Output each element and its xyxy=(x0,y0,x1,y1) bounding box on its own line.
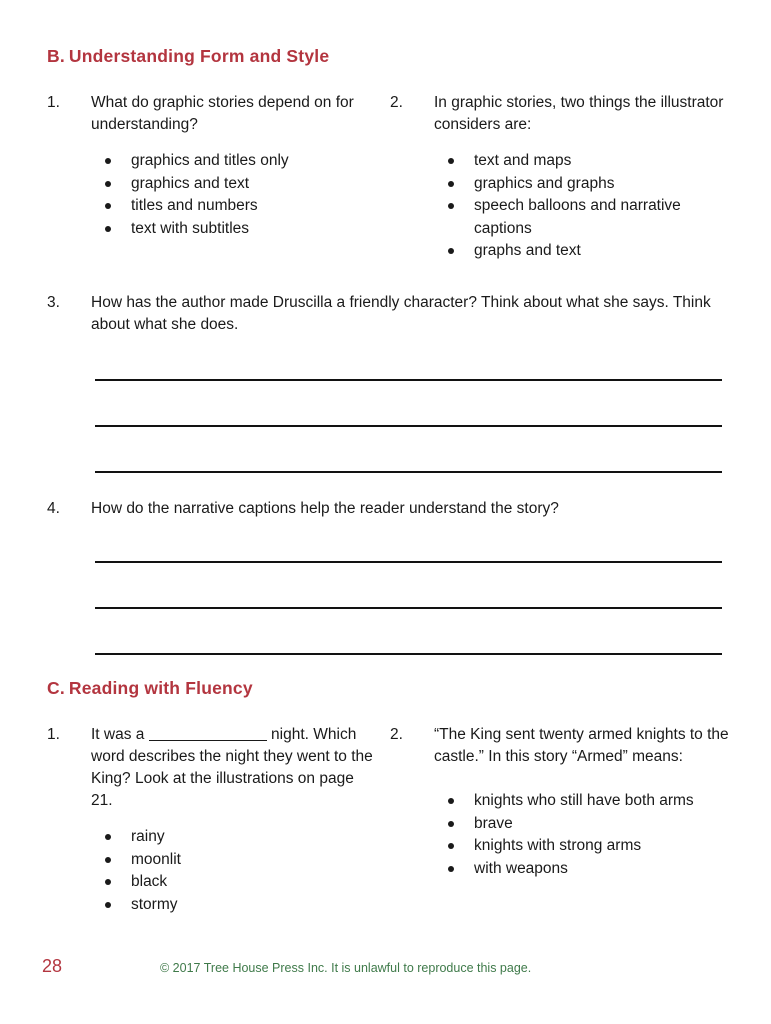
answer-line-b4-2[interactable] xyxy=(95,607,722,609)
section-heading-b xyxy=(47,46,329,67)
answer-line-b3-3[interactable] xyxy=(95,471,722,473)
question-c1-body xyxy=(91,724,377,916)
choice-option[interactable] xyxy=(105,826,377,849)
bullet-icon xyxy=(448,821,454,827)
question-b2-choices xyxy=(434,150,730,263)
choice-option[interactable] xyxy=(105,849,377,872)
choice-label: rainy xyxy=(131,828,165,845)
question-b1 xyxy=(47,92,377,240)
question-b2-body xyxy=(434,92,730,263)
answer-line-b4-3[interactable] xyxy=(95,653,722,655)
bullet-icon xyxy=(105,834,111,840)
choice-option[interactable] xyxy=(105,173,377,196)
question-b2-text: In graphic stories, two things the illustrator considers are: xyxy=(434,94,724,133)
fill-in-blank[interactable] xyxy=(149,740,267,741)
choice-option[interactable] xyxy=(448,813,730,836)
bullet-icon xyxy=(105,902,111,908)
question-b4-body xyxy=(91,498,737,520)
section-title-b: Understanding Form and Style xyxy=(68,46,330,66)
question-c1-text-after: night. Which word describes the night they went to the King? Look at the illustrations on page 21. xyxy=(91,726,373,809)
answer-line-b4-1[interactable] xyxy=(95,561,722,563)
page-number: 28 xyxy=(42,956,63,976)
choice-label: stormy xyxy=(131,895,178,913)
section-title-c: Reading with Fluency xyxy=(68,678,253,698)
question-b1-choices xyxy=(91,150,377,240)
section-letter-b: B. xyxy=(47,46,65,66)
choice-label: knights who still have both arms xyxy=(474,792,694,809)
question-b4-text: How do the narrative captions help the reader understand the story? xyxy=(91,500,559,517)
question-c1-choices xyxy=(91,826,377,916)
question-b3-body xyxy=(91,292,737,336)
choice-label: text with subtitles xyxy=(131,219,250,237)
bullet-icon xyxy=(448,843,454,849)
section-letter-c: C. xyxy=(47,678,65,698)
bullet-icon xyxy=(105,181,111,187)
question-c2-number: 2. xyxy=(390,726,403,743)
question-c2-body xyxy=(434,724,730,880)
question-b2-number: 2. xyxy=(390,94,403,111)
choice-label: black xyxy=(131,873,168,890)
question-c1-number: 1. xyxy=(47,726,60,743)
choice-option[interactable] xyxy=(448,835,730,858)
choice-label: graphs and text xyxy=(474,242,581,259)
question-c2-text: “The King sent twenty armed knights to the castle.” In this story “Armed” means: xyxy=(434,726,729,765)
choice-option[interactable] xyxy=(448,150,730,173)
choice-label: brave xyxy=(474,814,513,832)
choice-label: titles and numbers xyxy=(131,197,258,214)
choice-option[interactable] xyxy=(448,240,730,263)
question-c1 xyxy=(47,724,377,916)
section-heading-c xyxy=(47,678,253,699)
question-c2 xyxy=(390,724,730,880)
choice-label: text and maps xyxy=(474,152,572,169)
question-b4 xyxy=(47,498,737,520)
question-b3-number: 3. xyxy=(47,294,60,311)
answer-line-b3-2[interactable] xyxy=(95,425,722,427)
question-b1-body xyxy=(91,92,377,240)
bullet-icon xyxy=(448,798,454,804)
answer-line-b3-1[interactable] xyxy=(95,379,722,381)
choice-label: graphics and graphs xyxy=(474,174,615,192)
bullet-icon xyxy=(105,158,111,164)
choice-label: moonlit xyxy=(131,850,181,868)
question-b3-text: How has the author made Druscilla a friendly character? Think about what she says. Think about what she does. xyxy=(91,294,711,333)
question-b3 xyxy=(47,292,737,336)
choice-label: knights with strong arms xyxy=(474,837,642,854)
bullet-icon xyxy=(105,226,111,232)
bullet-icon xyxy=(105,857,111,863)
choice-label: speech balloons and narrative captions xyxy=(474,197,681,237)
choice-label: graphics and titles only xyxy=(131,152,289,169)
question-b1-text: What do graphic stories depend on for understanding? xyxy=(91,94,354,133)
choice-option[interactable] xyxy=(105,871,377,894)
choice-label: graphics and text xyxy=(131,174,250,192)
question-b4-number: 4. xyxy=(47,500,60,517)
question-c1-text-before: It was a xyxy=(91,726,145,743)
question-c1-text xyxy=(91,724,377,812)
choice-label: with weapons xyxy=(474,859,568,877)
bullet-icon xyxy=(448,866,454,872)
copyright-notice: © 2017 Tree House Press Inc. It is unlawful to reproduce this page. xyxy=(160,961,532,975)
bullet-icon xyxy=(448,181,454,187)
choice-option[interactable] xyxy=(105,195,377,218)
bullet-icon xyxy=(105,879,111,885)
choice-option[interactable] xyxy=(105,150,377,173)
choice-option[interactable] xyxy=(448,858,730,881)
question-b2 xyxy=(390,92,730,263)
question-c2-choices xyxy=(434,790,730,880)
choice-option[interactable] xyxy=(448,195,730,240)
bullet-icon xyxy=(448,248,454,254)
choice-option[interactable] xyxy=(448,173,730,196)
choice-option[interactable] xyxy=(105,218,377,241)
bullet-icon xyxy=(448,158,454,164)
choice-option[interactable] xyxy=(448,790,730,813)
bullet-icon xyxy=(448,203,454,209)
choice-option[interactable] xyxy=(105,894,377,917)
bullet-icon xyxy=(105,203,111,209)
question-b1-number: 1. xyxy=(47,94,60,111)
